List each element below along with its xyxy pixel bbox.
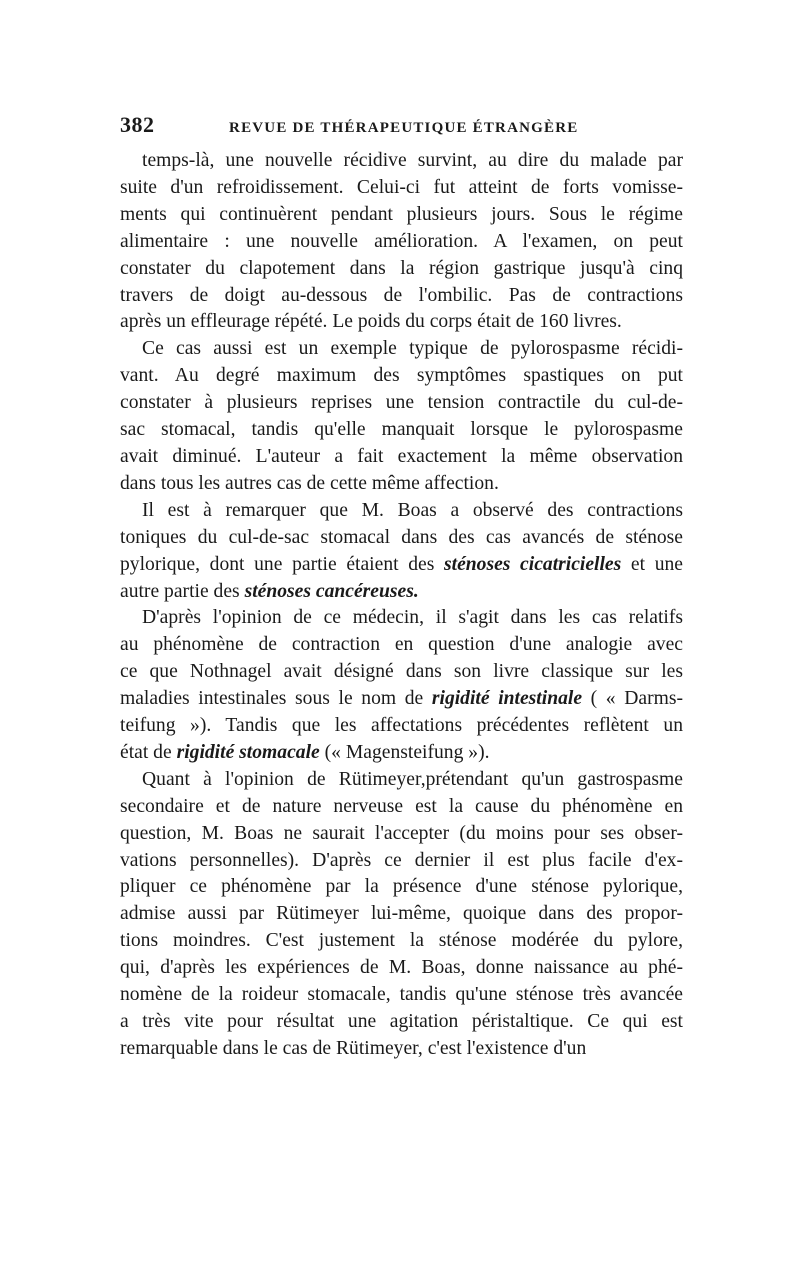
text-line: avait diminué. L'auteur a fait exactement la même observation	[120, 445, 683, 467]
italic-term: rigidité stomacale	[176, 741, 320, 763]
text-line: D'après l'opinion de ce médecin, il s'agit dans les cas relatifs	[142, 607, 683, 629]
text-line: au phénomène de contraction en question d'une analogie avec	[120, 634, 683, 656]
running-title: REVUE DE THÉRAPEUTIQUE ÉTRANGÈRE	[229, 120, 579, 136]
text-segment: pylorique, dont une partie étaient des	[120, 553, 444, 575]
text-line: après un effleurage répété. Le poids du corps était de 160 livres.	[120, 311, 622, 333]
text-line: question, M. Boas ne saurait l'accepter (du moins pour ses obser-	[120, 822, 683, 844]
text-line: vant. Au degré maximum des symptômes spastiques on put	[120, 365, 683, 387]
text-line: temps-là, une nouvelle récidive survint, au dire du malade par	[142, 150, 683, 171]
text-line: secondaire et de nature nerveuse est la cause du phénomène en	[120, 795, 683, 817]
text-segment: maladies intestinales sous le nom de	[120, 688, 432, 710]
text-segment: (« Magensteifung »).	[319, 741, 490, 763]
text-line: Il est à remarquer que M. Boas a observé des contractions	[142, 499, 683, 521]
text-line: admise aussi par Rütimeyer lui-même, quoique dans des propor-	[120, 903, 683, 925]
text-line: alimentaire : une nouvelle amélioration. A l'examen, on peut	[120, 230, 683, 252]
book-page	[120, 112, 683, 1063]
paragraph	[120, 148, 683, 336]
text-line	[120, 552, 683, 579]
italic-term: rigidité intestinale	[431, 688, 583, 710]
text-segment: autre partie des	[120, 580, 245, 602]
text-line: tions moindres. C'est justement la sténose modérée du pylore,	[120, 930, 683, 952]
text-segment: ( « Darms-	[582, 688, 683, 710]
text-line: qui, d'après les expériences de M. Boas, donne naissance au phé-	[120, 957, 683, 979]
text-line: ce que Nothnagel avait désigné dans son livre classique sur les	[120, 661, 683, 683]
paragraph	[120, 767, 683, 1063]
text-line: suite d'un refroidissement. Celui-ci fut atteint de forts vomisse-	[120, 176, 683, 198]
text-line	[120, 579, 683, 606]
page-number: 382	[120, 112, 155, 137]
text-line: vations personnelles). D'après ce dernier il est plus facile d'ex-	[120, 849, 683, 871]
text-line: remarquable dans le cas de Rütimeyer, c'est l'existence d'un	[120, 1037, 587, 1059]
page-header	[120, 112, 683, 136]
text-line: toniques du cul-de-sac stomacal dans des cas avancés de sténose	[120, 526, 683, 548]
text-segment: état de	[120, 741, 177, 763]
text-line: pliquer ce phénomène par la présence d'une sténose pylorique,	[120, 876, 683, 898]
paragraph	[120, 498, 683, 606]
text-line: nomène de la roideur stomacale, tandis qu'une sténose très avancée	[120, 984, 683, 1006]
paragraph	[120, 336, 683, 497]
text-line: ments qui continuèrent pendant plusieurs jours. Sous le régime	[120, 203, 683, 225]
italic-term: sténoses cancéreuses.	[244, 580, 419, 602]
paragraph	[120, 605, 683, 766]
text-line: sac stomacal, tandis qu'elle manquait lorsque le pylorospasme	[120, 419, 683, 441]
text-line	[120, 686, 683, 713]
text-line: constater du clapotement dans la région gastrique jusqu'à cinq	[120, 257, 683, 279]
text-line: constater à plusieurs reprises une tension contractile du cul-de-	[120, 392, 683, 414]
text-line: Ce cas aussi est un exemple typique de pylorospasme récidi-	[142, 338, 683, 360]
text-line: dans tous les autres cas de cette même affection.	[120, 472, 499, 494]
text-line: a très vite pour résultat une agitation péristaltique. Ce qui est	[120, 1011, 683, 1032]
text-line: teifung »). Tandis que les affectations précédentes reflètent un	[120, 715, 683, 737]
text-line	[120, 740, 683, 767]
body-text	[120, 148, 683, 1063]
text-line: Quant à l'opinion de Rütimeyer,prétendant qu'un gastrospasme	[142, 768, 683, 790]
italic-term: sténoses cicatricielles	[444, 553, 622, 575]
text-line: travers de doigt au-dessous de l'ombilic. Pas de contractions	[120, 284, 683, 306]
text-segment: et une	[621, 553, 684, 575]
